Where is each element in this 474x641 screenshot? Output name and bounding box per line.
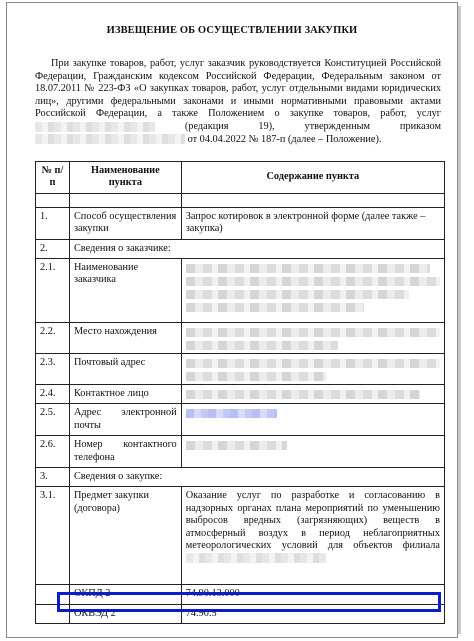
row-name: Способ осуществления закупки bbox=[69, 207, 181, 239]
table-row bbox=[36, 585, 445, 604]
row-content-redacted bbox=[181, 323, 444, 354]
header-num: № п/п bbox=[36, 162, 70, 194]
row-num: 2.5. bbox=[36, 404, 70, 436]
row-name: Наименование заказчика bbox=[69, 259, 181, 323]
row-name: Контактное лицо bbox=[69, 385, 181, 404]
notice-table bbox=[35, 161, 445, 624]
row-num bbox=[36, 604, 70, 623]
row-content: 74.90.13.000 bbox=[181, 585, 444, 604]
row-content: 74.90.5 bbox=[181, 604, 444, 623]
redacted-text bbox=[186, 553, 326, 563]
row-name: Место нахождения bbox=[69, 323, 181, 354]
row-name: Почтовый адрес bbox=[69, 354, 181, 385]
table-header-row bbox=[36, 162, 445, 194]
row-name: ОКВЭД 2 bbox=[69, 604, 181, 623]
section-title: Сведения о заказчике: bbox=[69, 239, 444, 258]
row-content: Запрос котировок в электронной форме (далее также – закупка) bbox=[181, 207, 444, 239]
document-title: ИЗВЕЩЕНИЕ ОБ ОСУЩЕСТВЛЕНИИ ЗАКУПКИ bbox=[106, 25, 358, 36]
table-row bbox=[36, 487, 445, 585]
row-num: 1. bbox=[36, 207, 70, 239]
row-num: 2.6. bbox=[36, 436, 70, 468]
row-content-redacted bbox=[181, 354, 444, 385]
row-name: Номер контактного телефона bbox=[69, 436, 181, 468]
intro-paragraph bbox=[35, 58, 441, 146]
row-name: Предмет закупки (договора) bbox=[69, 487, 181, 585]
table-spacer-row bbox=[36, 193, 445, 207]
table-row bbox=[36, 436, 445, 468]
intro-text-3: от 04.04.2022 № 187-п (далее – Положение). bbox=[187, 133, 382, 145]
row-name: Адрес электронной почты bbox=[69, 404, 181, 436]
row-content-redacted bbox=[181, 404, 444, 436]
row-content-redacted bbox=[181, 259, 444, 323]
row-name: ОКПД 2 bbox=[69, 585, 181, 604]
table-row bbox=[36, 207, 445, 239]
intro-text-1: При закупке товаров, работ, услуг заказчик руководствуется Конституцией Российской Федерации, Гражданским кодексом Российской Федерации, Федеральным законом от 18.07.2011 № 223-ФЗ «О закупках товаров, работ, услуг отдельными видами юридических лиц», другими федеральными законами и иными нормативными правовыми актами Российской Федерации, а также Положением о закупке товаров, работ, услуг bbox=[35, 58, 441, 120]
row-num: 2.2. bbox=[36, 323, 70, 354]
table-row bbox=[36, 259, 445, 323]
row-num: 2. bbox=[36, 239, 70, 258]
row-content-redacted bbox=[181, 436, 444, 468]
redacted-text bbox=[35, 134, 185, 144]
table-row bbox=[36, 385, 445, 404]
row-content bbox=[181, 487, 444, 585]
table-section-row bbox=[36, 468, 445, 487]
row-num: 2.4. bbox=[36, 385, 70, 404]
row-num: 3.1. bbox=[36, 487, 70, 585]
intro-text-2: (редакция 19), утвержденным приказом bbox=[184, 120, 441, 132]
row-num: 2.3. bbox=[36, 354, 70, 385]
row-num bbox=[36, 585, 70, 604]
row-num: 3. bbox=[36, 468, 70, 487]
table-row bbox=[36, 404, 445, 436]
table-section-row bbox=[36, 239, 445, 258]
table-row bbox=[36, 604, 445, 623]
header-content: Содержание пункта bbox=[181, 162, 444, 194]
table-row bbox=[36, 354, 445, 385]
section-title: Сведения о закупке: bbox=[69, 468, 444, 487]
header-name: Наименование пункта bbox=[69, 162, 181, 194]
table-row bbox=[36, 323, 445, 354]
subject-text: Оказание услуг по разработке и согласованию в надзорных органах плана мероприятий по уменьшению выбросов вредных (загрязняющих) веществ в атмосферный воздух в период неблагоприятных метеорологических условий для объектов филиала bbox=[185, 490, 440, 552]
redacted-text bbox=[35, 122, 155, 132]
document-page bbox=[6, 2, 458, 638]
row-content-redacted bbox=[181, 385, 444, 404]
row-num: 2.1. bbox=[36, 259, 70, 323]
